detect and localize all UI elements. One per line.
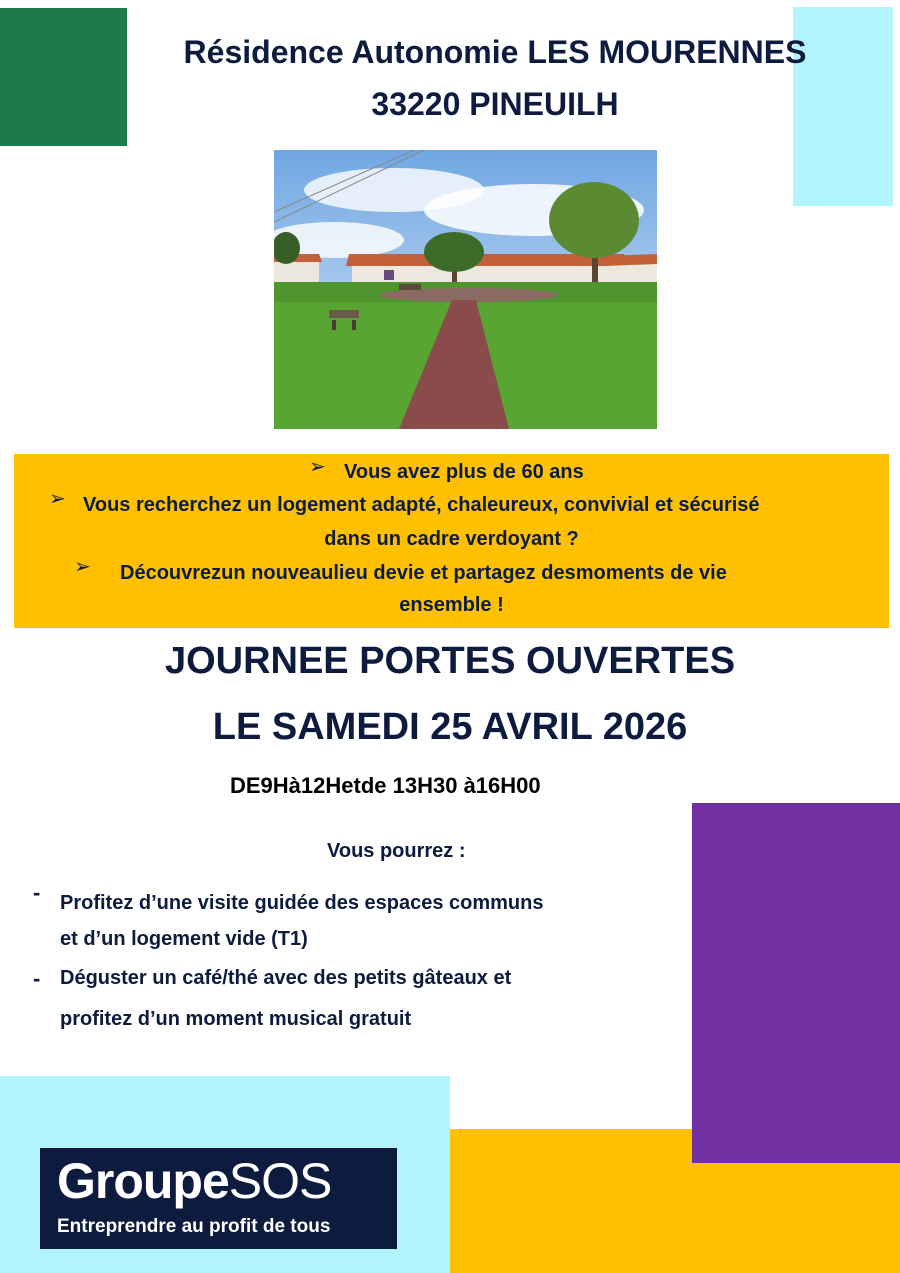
info-line-discover: Découvrezun nouveaulieu devie et partagez desmoments de vie — [120, 562, 727, 584]
logo-tagline: Entreprendre au profit de tous — [57, 1216, 331, 1237]
info-line-housing: Vous recherchez un logement adapté, chaleureux, convivial et sécurisé — [83, 494, 760, 516]
activity-coffee-line2: profitez d’un moment musical gratuit — [60, 1008, 412, 1030]
arrow-bullet-icon: ➢ — [74, 556, 91, 578]
dash-bullet-icon: - — [33, 966, 41, 991]
event-title: JOURNEE PORTES OUVERTES — [164, 640, 736, 682]
dash-bullet-icon: - — [33, 880, 41, 905]
activity-visit-line2: et d’un logement vide (T1) — [60, 928, 308, 950]
activity-coffee-line1: Déguster un café/thé avec des petits gâteaux et — [60, 967, 512, 989]
logo-sos-text: SOS — [228, 1153, 332, 1209]
info-line-age: Vous avez plus de 60 ans — [344, 461, 584, 483]
logo-wordmark — [57, 1152, 331, 1210]
activities-intro: Vous pourrez : — [327, 840, 466, 862]
green-decor-block — [0, 8, 127, 146]
residence-title: Résidence Autonomie LES MOURENNES — [183, 34, 807, 70]
info-line-setting: dans un cadre verdoyant ? — [324, 528, 579, 550]
arrow-bullet-icon: ➢ — [309, 456, 326, 478]
event-hours: DE9Hà12Hetde 13H30 à16H00 — [230, 773, 541, 798]
arrow-bullet-icon: ➢ — [49, 488, 66, 510]
logo-groupe-text: Groupe — [57, 1153, 229, 1209]
info-box — [14, 454, 889, 628]
purple-decor-block — [692, 803, 900, 1163]
info-line-together: ensemble ! — [399, 594, 504, 616]
groupe-sos-logo — [40, 1148, 397, 1249]
residence-photo — [274, 150, 657, 429]
residence-address: 33220 PINEUILH — [371, 86, 619, 122]
activity-visit-line1: Profitez d’une visite guidée des espaces communs — [60, 892, 544, 914]
event-date: LE SAMEDI 25 AVRIL 2026 — [212, 706, 688, 748]
